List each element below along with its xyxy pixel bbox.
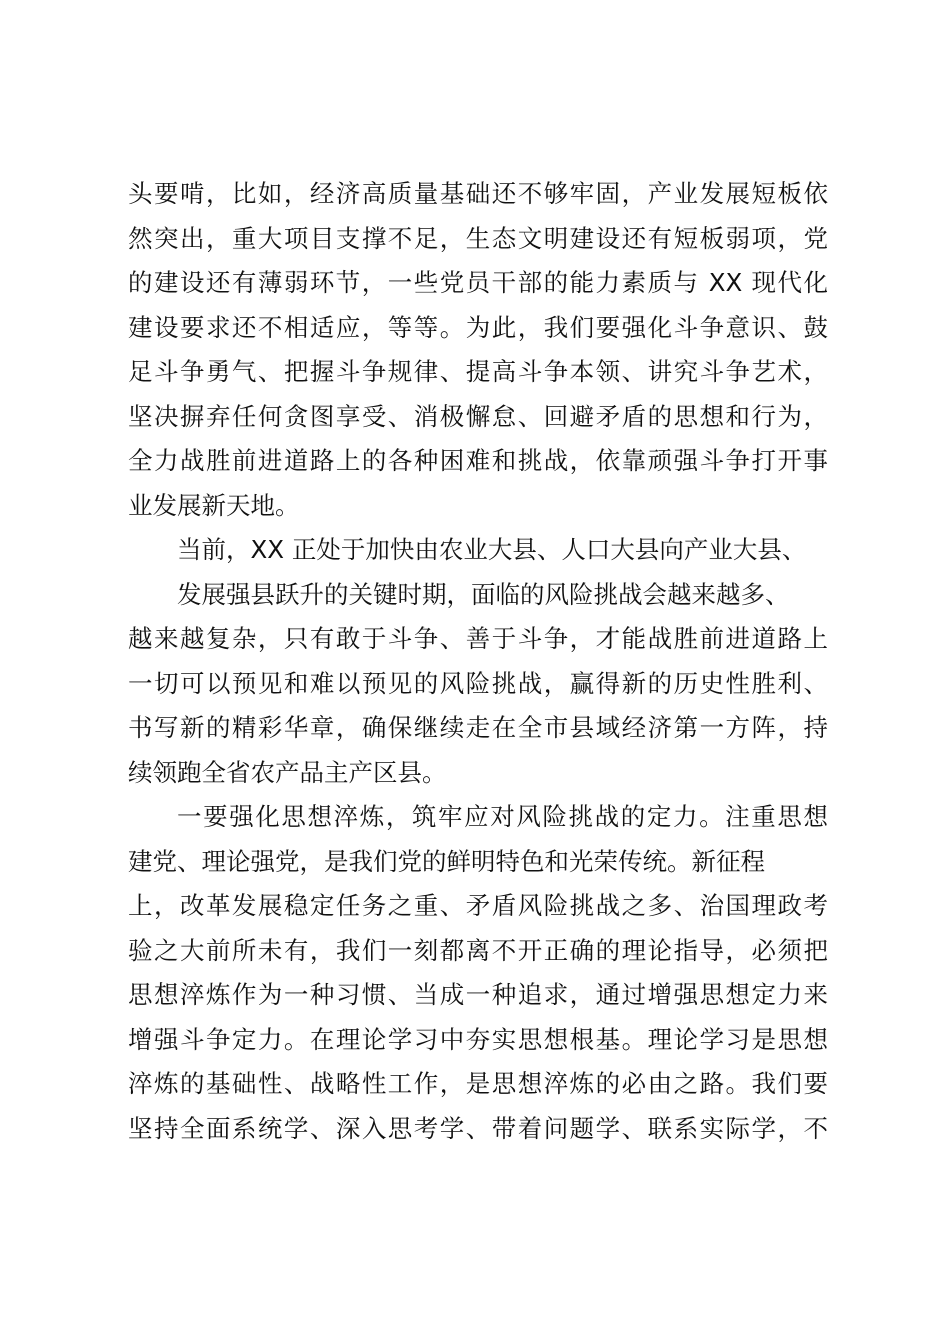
text-line: 坚持全面系统学、深入思考学、带着问题学、联系实际学，不 [128, 1113, 828, 1143]
text-line: 思想淬炼作为一种习惯、当成一种追求，通过增强思想定力来 [128, 980, 828, 1009]
text-line: 足斗争勇气、把握斗争规律、提高斗争本领、讲究斗争艺术， [128, 357, 828, 386]
text-line: 建设要求还不相适应，等等。为此，我们要强化斗争意识、鼓 [128, 312, 828, 342]
text-line: 淬炼的基础性、战略性工作，是思想淬炼的必由之路。我们要 [128, 1069, 828, 1098]
text-line: 全力战胜前进道路上的各种困难和挑战，依靠顽强斗争打开事 [128, 446, 828, 475]
text-line: 一要强化思想淬炼，筑牢应对风险挑战的定力。注重思想 [177, 802, 828, 831]
text-line: 的建设还有薄弱环节，一些党员干部的能力素质与 XX 现代化 [128, 268, 828, 297]
text-line: 书写新的精彩华章，确保继续走在全市县域经济第一方阵，持 [128, 713, 828, 742]
text-line: 然突出，重大项目支撑不足，生态文明建设还有短板弱项，党 [128, 223, 828, 253]
text-line: 建党、理论强党，是我们党的鲜明特色和光荣传统。新征程 [128, 846, 765, 876]
text-line: 增强斗争定力。在理论学习中夯实思想根基。理论学习是思想 [128, 1024, 828, 1054]
text-line: 越来越复杂，只有敢于斗争、善于斗争，才能战胜前进道路上 [128, 624, 828, 653]
text-line: 上，改革发展稳定任务之重、矛盾风险挑战之多、治国理政考 [128, 891, 828, 920]
text-line: 续领跑全省农产品主产区县。 [128, 757, 447, 787]
text-line: 坚决摒弃任何贪图享受、消极懈怠、回避矛盾的思想和行为， [128, 401, 828, 431]
text-line: 发展强县跃升的关键时期，面临的风险挑战会越来越多、 [177, 579, 790, 609]
text-line: 验之大前所未有，我们一刻都离不开正确的理论指导，必须把 [128, 935, 828, 965]
text-line: 一切可以预见和难以预见的风险挑战，赢得新的历史性胜利、 [128, 668, 828, 698]
text-line: 业发展新天地。 [128, 490, 300, 520]
text-line: 当前，XX 正处于加快由农业大县、人口大县向产业大县、 [177, 535, 807, 564]
text-line: 头要啃，比如，经济高质量基础还不够牢固，产业发展短板依 [128, 179, 828, 208]
body-text [128, 172, 828, 1151]
